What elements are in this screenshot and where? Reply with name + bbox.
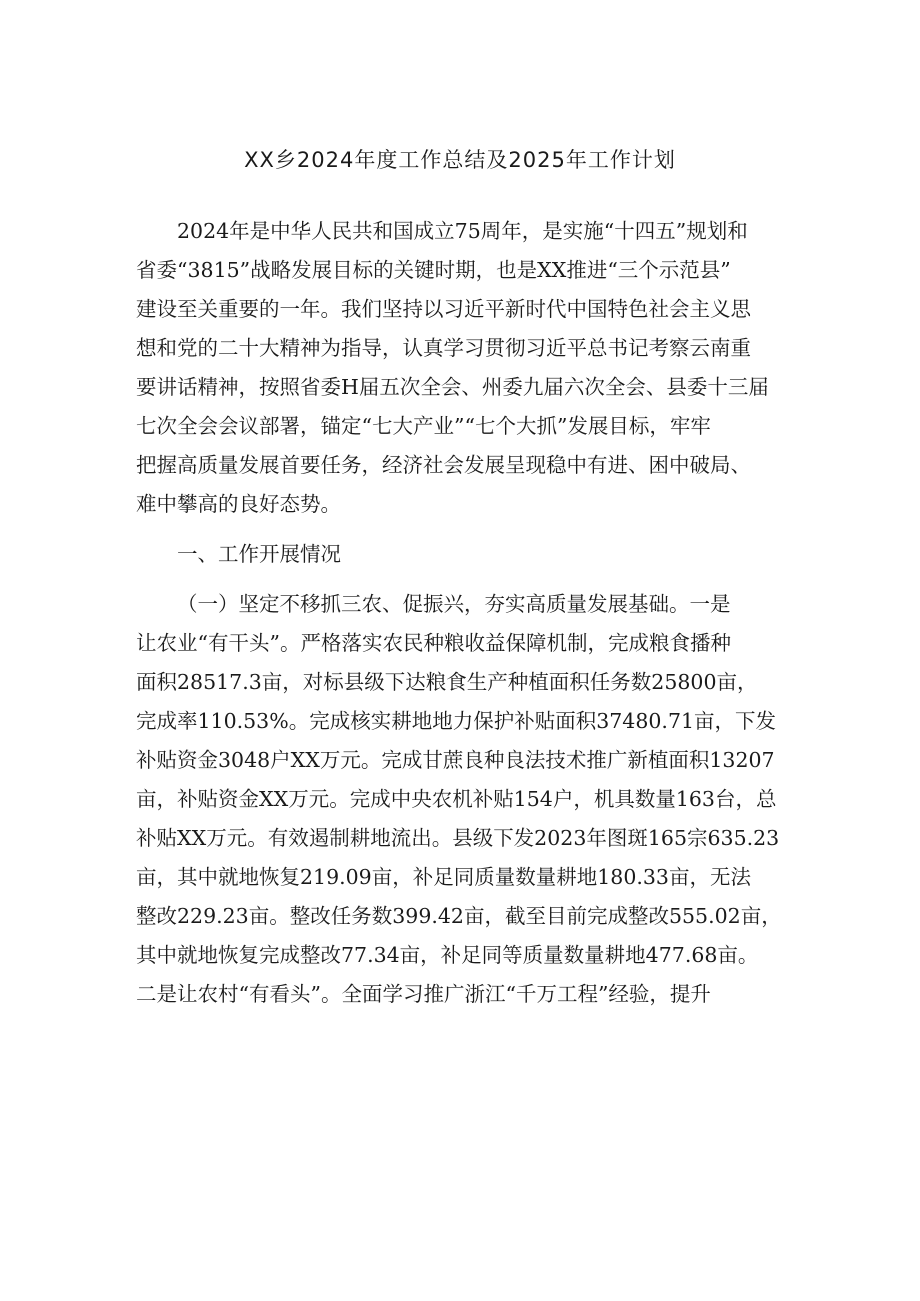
paragraph-line: 其中就地恢复完成整改77.34亩，补足同等质量数量耕地477.68亩。 [136, 943, 759, 967]
paragraph-line: 2024年是中华人民共和国成立75周年，是实施“十四五”规划和 [177, 219, 748, 243]
paragraph-line: 面积28517.3亩，对标县级下达粮食生产种植面积任务数25800亩， [136, 670, 758, 694]
paragraph-line: 难中攀高的良好态势。 [136, 492, 341, 516]
paragraph-line: 亩，其中就地恢复219.09亩，补足同质量数量耕地180.33亩，无法 [136, 865, 751, 889]
paragraph-line: 二是让农村“有看头”。全面学习推广浙江“千万工程”经验，提升 [136, 982, 711, 1006]
paragraph-line: 完成率110.53%。完成核实耕地地力保护补贴面积37480.71亩，下发 [136, 709, 777, 733]
paragraph-line: 补贴XX万元。有效遏制耕地流出。县级下发2023年图斑165宗635.23 [136, 826, 780, 850]
paragraph-line: 省委“3815”战略发展目标的关键时期，也是XX推进“三个示范县” [136, 258, 731, 282]
document-title: XX乡2024年度工作总结及2025年工作计划 [244, 148, 676, 172]
paragraph-line: 整改229.23亩。整改任务数399.42亩，截至目前完成整改555.02亩， [136, 904, 782, 928]
intro-paragraph [136, 212, 798, 524]
document-body [136, 212, 798, 1014]
section-heading: 一、工作开展情况 [177, 542, 341, 566]
paragraph-line: 七次全会会议部署，锚定“七大产业”“七个大抓”发展目标，牢牢 [136, 414, 711, 438]
paragraph-line: 让农业“有干头”。严格落实农民种粮收益保障机制，完成粮食播种 [136, 631, 731, 655]
paragraph-line: 亩，补贴资金XX万元。完成中央农机补贴154户，机具数量163台，总 [136, 787, 777, 811]
paragraph-line: 要讲话精神，按照省委H届五次全会、州委九届六次全会、县委十三届 [136, 375, 769, 399]
paragraph-line: （一）坚定不移抓三农、促振兴，夯实高质量发展基础。一是 [177, 592, 731, 616]
paragraph-line: 想和党的二十大精神为指导，认真学习贯彻习近平总书记考察云南重 [136, 336, 751, 360]
paragraph-line: 补贴资金3048户XX万元。完成甘蔗良种良法技术推广新植面积13207 [136, 748, 775, 772]
section1-paragraph [136, 585, 798, 1014]
paragraph-line: 建设至关重要的一年。我们坚持以习近平新时代中国特色社会主义思 [136, 297, 751, 321]
paragraph-line: 把握高质量发展首要任务，经济社会发展呈现稳中有进、困中破局、 [136, 453, 751, 477]
